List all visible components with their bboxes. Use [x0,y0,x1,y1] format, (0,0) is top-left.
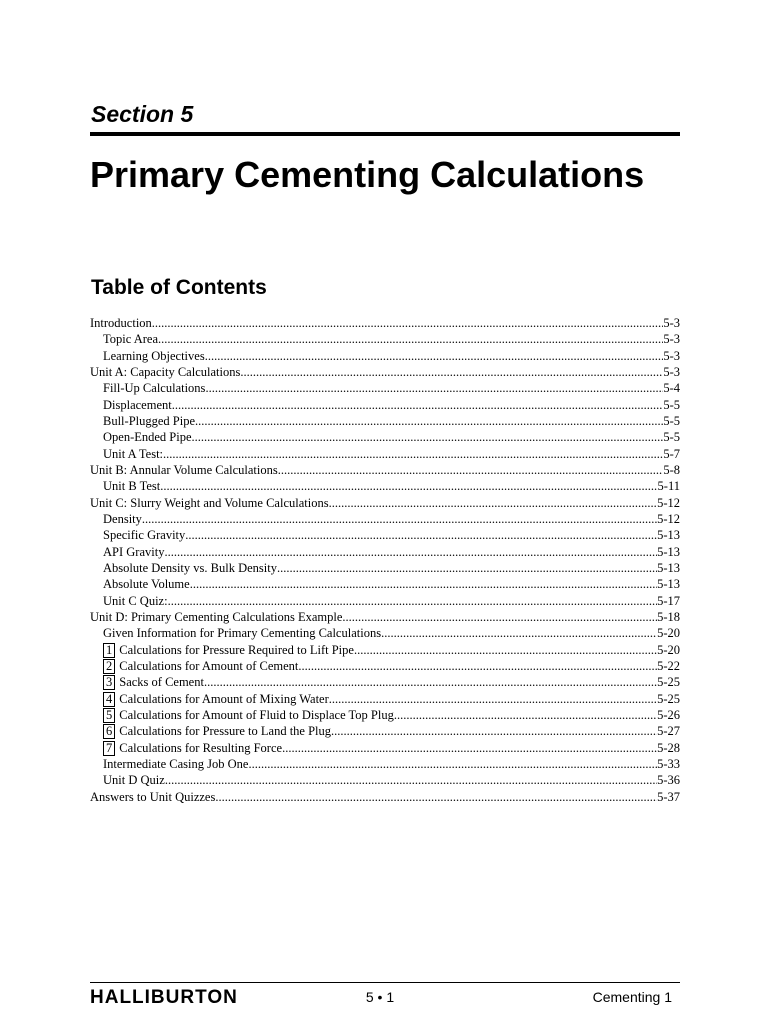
dot-leader [172,397,664,413]
dot-leader [331,723,657,739]
footer-rule [90,982,680,983]
dot-leader [342,609,657,625]
toc-entry-page: 5-3 [663,348,680,363]
toc-entry-page: 5-3 [663,332,680,347]
toc-entry[interactable] [90,446,680,462]
dot-leader [381,625,657,641]
toc-entry-page: 5-25 [657,675,680,690]
toc-entry-page: 5-28 [657,740,680,755]
step-number-box: 6 [103,724,115,739]
dot-leader [192,429,664,445]
toc-entry-page: 5-22 [657,658,680,673]
table-of-contents [90,315,680,805]
toc-entry-page: 5-3 [663,364,680,379]
toc-entry-label: Introduction [90,316,152,330]
toc-entry[interactable] [90,674,680,690]
step-number-box: 4 [103,692,115,707]
toc-entry[interactable] [90,707,680,723]
dot-leader [277,560,657,576]
toc-entry[interactable] [90,609,680,625]
toc-entry-label: Specific Gravity [103,528,186,543]
toc-entry-title [90,364,240,380]
toc-entry-title [103,560,277,576]
toc-entry-title [90,495,329,511]
toc-entry[interactable] [90,511,680,527]
toc-entry[interactable] [90,331,680,347]
toc-entry-page: 5-5 [663,413,680,428]
dot-leader [168,593,657,609]
toc-entry-page: 5-11 [657,479,680,494]
toc-entry-title [90,315,152,331]
toc-entry[interactable] [90,740,680,756]
dot-leader [142,511,657,527]
toc-entry-title [103,478,160,494]
dot-leader [160,478,657,494]
toc-entry[interactable] [90,625,680,641]
toc-entry-title [103,772,165,788]
footer-course-name: Cementing 1 [592,989,672,1005]
toc-entry[interactable] [90,560,680,576]
toc-entry-title [103,511,142,527]
toc-entry-page: 5-27 [657,724,680,739]
dot-leader [185,527,657,543]
toc-entry-title [103,348,205,364]
toc-entry-label: Calculations for Amount of Mixing Water [119,691,329,706]
toc-entry-page: 5-8 [663,462,680,477]
toc-entry-title [103,593,168,609]
toc-entry[interactable] [90,593,680,609]
toc-entry[interactable] [90,315,680,331]
toc-entry-title [103,331,158,347]
toc-entry-label: Calculations for Amount of Fluid to Displace Top Plug [119,707,394,722]
toc-entry[interactable] [90,364,680,380]
dot-leader [204,674,657,690]
toc-entry-page: 5-4 [663,381,680,396]
toc-entry-title [103,446,163,462]
toc-entry-page: 5-7 [663,446,680,461]
toc-entry-page: 5-5 [663,397,680,412]
step-number-box: 3 [103,675,115,690]
dot-leader [278,462,664,478]
toc-entry-title [103,707,394,723]
toc-entry-label: Intermediate Casing Job One [103,756,249,771]
toc-entry-page: 5-36 [657,773,680,788]
toc-entry-title [103,740,282,756]
toc-entry-label: Unit D Quiz [103,773,165,788]
step-number-box: 1 [103,643,115,658]
toc-entry-label: Unit D: Primary Cementing Calculations Example [90,609,343,624]
toc-entry-page: 5-26 [657,707,680,722]
toc-entry-title [103,756,248,772]
toc-entry-title [103,576,190,592]
toc-entry-title [103,544,164,560]
toc-entry-label: API Gravity [103,544,165,559]
toc-entry-page: 5-37 [657,789,680,804]
toc-entry-page: 5-3 [663,316,680,330]
toc-entry[interactable] [90,658,680,674]
dot-leader [158,331,663,347]
toc-entry[interactable] [90,429,680,445]
toc-entry-label: Absolute Density vs. Bulk Density [103,560,277,575]
toc-entry-label: Sacks of Cement [119,675,204,690]
halliburton-logo: HALLIBURTON [90,987,238,1008]
toc-entry[interactable] [90,348,680,364]
toc-entry-label: Unit B: Annular Volume Calculations [90,462,278,477]
toc-entry-page: 5-12 [657,495,680,510]
toc-entry[interactable] [90,544,680,560]
toc-entry-title [90,462,278,478]
toc-entry-page: 5-20 [657,642,680,657]
page-title: Primary Cementing Calculations [90,154,645,195]
toc-entry-page: 5-5 [663,430,680,445]
toc-entry-label: Fill-Up Calculations [103,381,206,396]
dot-leader [329,691,657,707]
toc-entry-label: Calculations for Pressure Required to Lift Pipe [119,642,354,657]
toc-entry-label: Unit C Quiz: [103,593,168,608]
toc-entry[interactable] [90,691,680,707]
dot-leader [215,789,657,805]
dot-leader [165,772,657,788]
title-rule [90,132,680,136]
dot-leader [354,642,657,658]
dot-leader [164,544,657,560]
toc-entry-label: Unit A Test: [103,446,164,461]
toc-entry-title [103,397,172,413]
toc-entry-label: Learning Objectives [103,348,205,363]
toc-entry-label: Unit B Test [103,479,161,494]
toc-entry-title [103,642,354,658]
toc-entry-page: 5-13 [657,560,680,575]
dot-leader [240,364,663,380]
step-number-box: 2 [103,659,115,674]
dot-leader [298,658,657,674]
toc-entry-label: Calculations for Resulting Force [119,740,283,755]
toc-entry-page: 5-33 [657,756,680,771]
dot-leader [152,315,664,331]
toc-entry-title [103,527,185,543]
toc-entry[interactable] [90,413,680,429]
toc-entry[interactable] [90,756,680,772]
toc-entry-label: Answers to Unit Quizzes [90,789,216,804]
toc-entry-label: Unit C: Slurry Weight and Volume Calculations [90,495,329,510]
dot-leader [205,380,663,396]
toc-entry-label: Density [103,511,142,526]
toc-entry-title [103,413,195,429]
toc-entry[interactable] [90,478,680,494]
toc-entry-label: Absolute Volume [103,577,190,592]
dot-leader [205,348,664,364]
toc-entry-label: Bull-Plugged Pipe [103,413,196,428]
toc-entry-title [103,658,298,674]
toc-heading: Table of Contents [91,276,267,299]
toc-entry[interactable] [90,495,680,511]
toc-entry-page: 5-12 [657,511,680,526]
toc-entry-page: 5-18 [657,609,680,624]
toc-entry-page: 5-17 [657,593,680,608]
toc-entry-title [103,625,381,641]
dot-leader [190,576,657,592]
toc-entry-title [103,674,204,690]
toc-entry[interactable] [90,576,680,592]
toc-entry[interactable] [90,723,680,739]
toc-entry[interactable] [90,789,680,805]
toc-entry[interactable] [90,527,680,543]
toc-entry-page: 5-20 [657,626,680,641]
toc-entry-label: Topic Area [103,332,159,347]
section-label: Section 5 [91,101,194,127]
toc-entry-label: Calculations for Pressure to Land the Plug [119,724,332,739]
dot-leader [394,707,657,723]
toc-entry-page: 5-13 [657,544,680,559]
toc-entry-label: Unit A: Capacity Calculations [90,364,241,379]
toc-entry-title [103,723,331,739]
dot-leader [329,495,658,511]
footer-page-number: 5 • 1 [365,989,395,1005]
dot-leader [195,413,663,429]
dot-leader [163,446,663,462]
toc-entry-label: Open-Ended Pipe [103,430,192,445]
toc-entry-title [103,691,329,707]
toc-entry-title [103,429,192,445]
step-number-box: 7 [103,741,115,756]
toc-entry-label: Displacement [103,397,172,412]
toc-entry[interactable] [90,772,680,788]
toc-entry-page: 5-13 [657,577,680,592]
toc-entry-title [103,380,205,396]
dot-leader [248,756,657,772]
toc-entry[interactable] [90,462,680,478]
toc-entry-title [90,609,342,625]
toc-entry[interactable] [90,397,680,413]
dot-leader [282,740,657,756]
toc-entry-title [90,789,215,805]
toc-entry-label: Given Information for Primary Cementing Calculations [103,626,382,641]
toc-entry[interactable] [90,642,680,658]
toc-entry-page: 5-13 [657,528,680,543]
step-number-box: 5 [103,708,115,723]
toc-entry-page: 5-25 [657,691,680,706]
toc-entry-label: Calculations for Amount of Cement [119,658,299,673]
toc-entry[interactable] [90,380,680,396]
